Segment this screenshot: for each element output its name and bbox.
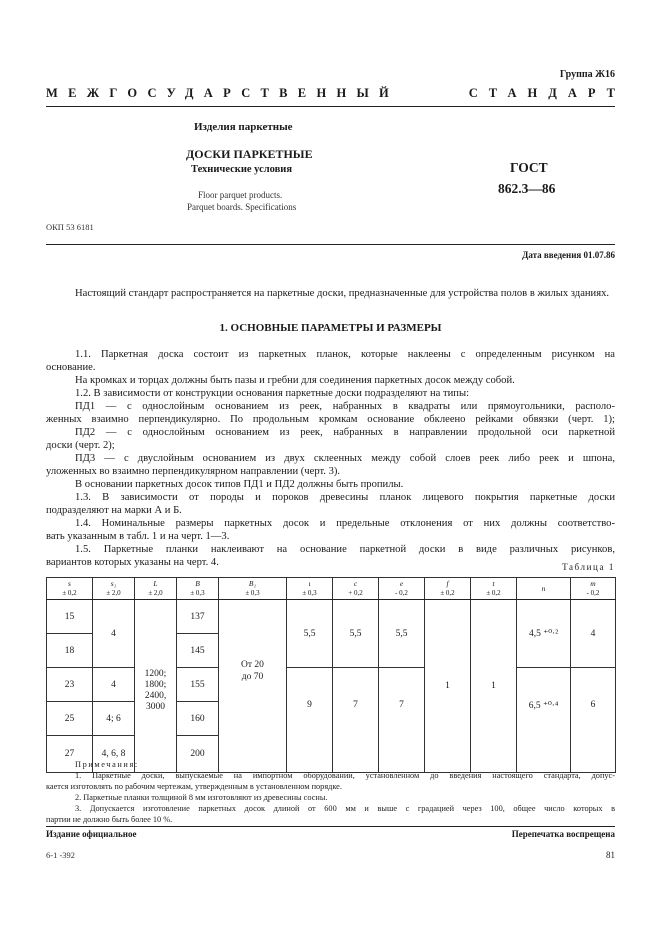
- cell-c: 7: [333, 668, 379, 773]
- cell-l: 9: [287, 668, 333, 773]
- date-rule: [46, 244, 615, 245]
- title-english-line2: Parquet boards. Specifications: [187, 202, 297, 212]
- clause-1-2: 1.2. В зависимости от конструкции основания паркетные доски подразделяют на типы:: [75, 388, 470, 399]
- cell-s: 25: [47, 702, 93, 736]
- type-pd1-line1: ПД1 — с однослойным основанием из реек, набранных в квадраты или прямоугольники, располо-: [75, 401, 615, 412]
- okp-code: ОКП 53 6181: [46, 222, 94, 232]
- product-group: Изделия паркетные: [194, 121, 293, 133]
- cell-s: 15: [47, 600, 93, 634]
- cell-s: 23: [47, 668, 93, 702]
- cell-s1: 4; 6: [93, 702, 135, 736]
- cell-m: 6: [571, 668, 616, 773]
- print-code: 6-1 -392: [46, 850, 76, 860]
- cell-s1: 4: [93, 600, 135, 668]
- clause-1-1-para2: На кромках и торцах должны быть пазы и гребни для соединения паркетных досок между собой.: [75, 375, 515, 386]
- note-1-line2: кается изготовлять по рабочим чертежам, утвержденным в установленном порядке.: [46, 782, 342, 791]
- table-caption: Таблица 1: [562, 562, 615, 572]
- note-3-line1: 3. Допускается изготовление паркетных досок длиной от 600 мм и выше с градацией через 100, общее число которых в: [75, 804, 615, 813]
- cell-length: 1200; 1800; 2400, 3000: [135, 600, 177, 773]
- clause-1-1-line2: основание.: [46, 362, 96, 373]
- kerf-paragraph: В основании паркетных досок типов ПД1 и ПД2 должны быть пропилы.: [75, 479, 404, 490]
- cell-e: 5,5: [379, 600, 425, 668]
- cell-b1: От 20 до 70: [219, 600, 287, 773]
- footer-rule: [46, 826, 615, 827]
- cell-l: 5,5: [287, 600, 333, 668]
- header-c: c + 0,2: [333, 578, 379, 600]
- cell-n: 4,5 ⁺⁰·²: [517, 600, 571, 668]
- cell-e: 7: [379, 668, 425, 773]
- cell-f: 1: [425, 600, 471, 773]
- group-code: Группа Ж16: [559, 69, 615, 80]
- cell-m: 4: [571, 600, 616, 668]
- clause-1-3-line1: 1.3. В зависимости от породы и пороков древесины планок лицевого покрытия паркетные доски: [75, 492, 615, 503]
- cell-s1: 4, 6, 8: [93, 736, 135, 773]
- gost-label: ГОСТ: [510, 160, 548, 175]
- header-t: t ± 0,2: [471, 578, 517, 600]
- header-f: f ± 0,2: [425, 578, 471, 600]
- table-row: [47, 668, 616, 702]
- header-s: s ± 0,2: [47, 578, 93, 600]
- cell-b: 200: [177, 736, 219, 773]
- official-edition: Издание официальное: [46, 829, 137, 839]
- intro-paragraph: Настоящий стандарт распространяется на паркетные доски, предназначенные для устройства полов в жилых зданиях.: [75, 288, 610, 299]
- note-3-line2: партии не должно быть более 10 %.: [46, 815, 173, 824]
- header-b1: B₁ ± 0,3: [219, 578, 287, 600]
- clause-1-4-line1: 1.4. Номинальные размеры паркетных досок и предельные отклонения от них должны соответство-: [75, 518, 615, 529]
- dimensions-table: [46, 577, 616, 773]
- type-pd3-line1: ПД3 — с двуслойным основанием из двух склеенных между собой слоев реек либо реек и шпона,: [75, 453, 615, 464]
- type-pd3-line2: уложенных во взаимно перпендикулярном направлении (черт. 3).: [46, 466, 341, 477]
- banner-word-standard: СТАНДАРТ: [468, 86, 626, 100]
- notes-title: Примечания:: [75, 760, 139, 769]
- type-pd2-line1: ПД2 — с однослойным основанием из реек, набранных в направлении продольной оси паркетной: [75, 427, 615, 438]
- clause-1-3-line2: подразделяют на марки А и Б.: [46, 505, 182, 516]
- introduction-date: Дата введения 01.07.86: [522, 250, 615, 260]
- header-l: ι ± 0,3: [287, 578, 333, 600]
- clause-1-5-line1: 1.5. Паркетные планки наклеивают на основание паркетной доски в виде различных рисунков,: [75, 544, 615, 555]
- cell-n: 6,5 ⁺⁰·⁴: [517, 668, 571, 773]
- table-header-row: [47, 578, 616, 600]
- cell-c: 5,5: [333, 600, 379, 668]
- document-title: ДОСКИ ПАРКЕТНЫЕ: [186, 147, 313, 161]
- cell-s: 27: [47, 736, 93, 773]
- page-number: 81: [606, 850, 615, 860]
- cell-t: 1: [471, 600, 517, 773]
- gost-number: 862.3—86: [498, 181, 556, 196]
- cell-b: 155: [177, 668, 219, 702]
- document-subtitle: Технические условия: [191, 164, 293, 175]
- cell-b: 160: [177, 702, 219, 736]
- banner-word-interstate: МЕЖГОСУДАРСТВЕННЫЙ: [46, 86, 400, 100]
- header-s1: s₁ ± 2,0: [93, 578, 135, 600]
- note-2: 2. Паркетные планки толщиной 8 мм изготовляют из древесины сосны.: [75, 793, 328, 802]
- table-row: [47, 600, 616, 634]
- cell-b: 137: [177, 600, 219, 634]
- section-title: 1. ОСНОВНЫЕ ПАРАМЕТРЫ И РАЗМЕРЫ: [219, 322, 442, 334]
- clause-1-4-line2: вать указанным в табл. 1 и на черт. 1—3.: [46, 531, 230, 542]
- clause-1-5-line2: вариантов которых указаны на черт. 4.: [46, 557, 219, 568]
- header-n: n: [517, 578, 571, 600]
- header-rule: [46, 106, 615, 107]
- header-e: e - 0,2: [379, 578, 425, 600]
- cell-b: 145: [177, 634, 219, 668]
- cell-s: 18: [47, 634, 93, 668]
- standard-banner: [46, 86, 626, 101]
- reprint-prohibited: Перепечатка воспрещена: [511, 829, 615, 839]
- header-m: m - 0,2: [571, 578, 616, 600]
- type-pd2-line2: доски (черт. 2);: [46, 440, 115, 451]
- cell-s1: 4: [93, 668, 135, 702]
- clause-1-1-line1: 1.1. Паркетная доска состоит из паркетных планок, которые наклеены с определенным рисунком на: [75, 349, 615, 360]
- header-l-length: L ± 2,0: [135, 578, 177, 600]
- note-1-line1: 1. Паркетные доски, выпускаемые на импортном оборудовании, установленном до введения настоящего стандарта, допус-: [75, 771, 615, 780]
- header-b: B ± 0,3: [177, 578, 219, 600]
- type-pd1-line2: женных взаимно перпендикулярно. По продольным кромкам основание обклеено рейками обвязки (черт. 1);: [46, 414, 615, 425]
- title-english-line1: Floor parquet products.: [198, 190, 283, 200]
